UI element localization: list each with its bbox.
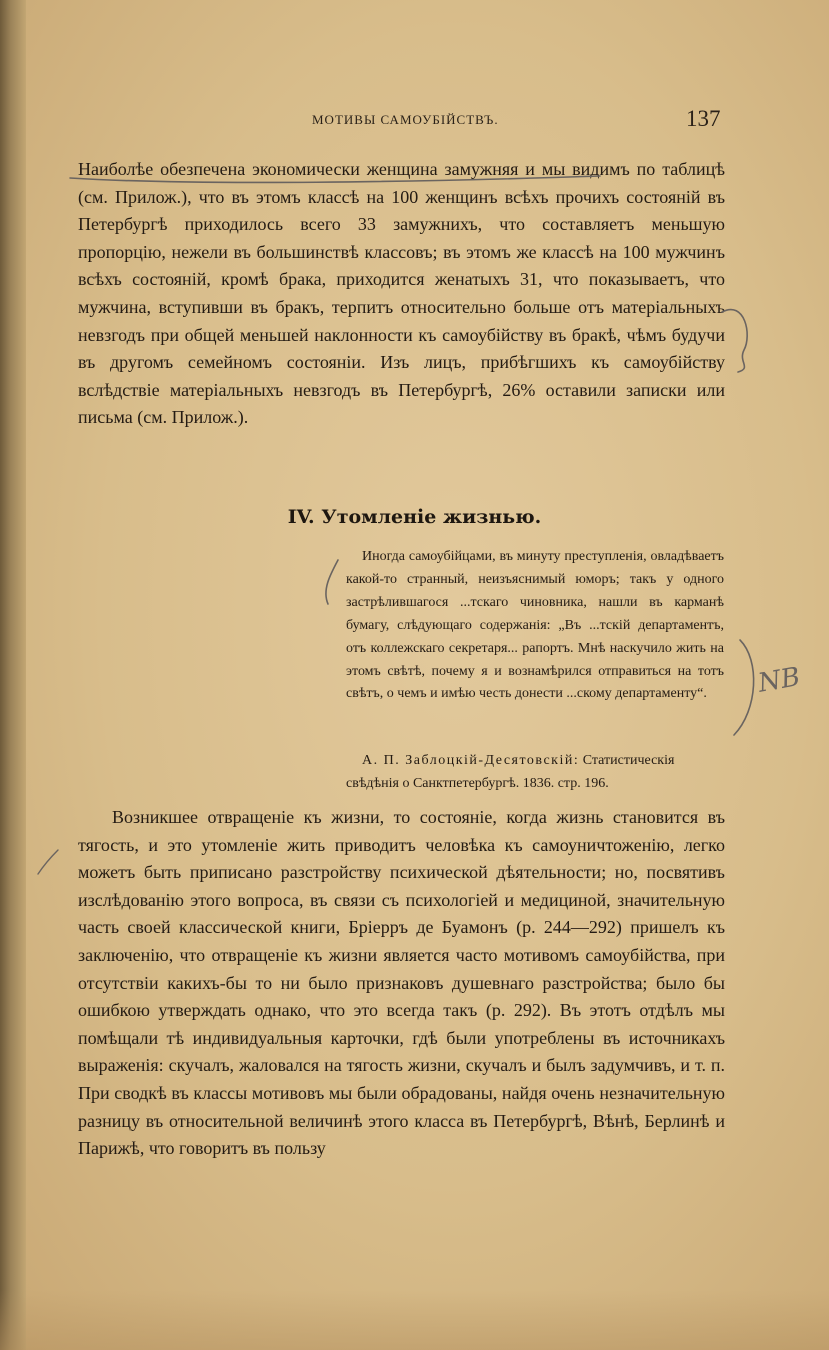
page-number: 137	[686, 106, 721, 131]
epigraph-source: Статистическія свѣдѣнія о Санктпетербургѣ. 1836. стр. 196.	[346, 753, 675, 791]
pencil-margin-bracket-right	[722, 310, 747, 372]
running-title: МОТИВЫ САМОУБІЙСТВЪ.	[312, 112, 499, 127]
pencil-margin-bracket-epigraph-left	[326, 560, 338, 604]
paragraph-weariness-of-life: Возникшее отвращеніе къ жизни, то состояніе, когда жизнь становится въ тягость, и это утомленіе жить приводитъ человѣка къ самоуничтоженію, легко можетъ быть приписано разстройству психической дѣятельности; но, посвятивъ изслѣдованію этого вопроса, въ связи съ психологіей и медициной, значительную часть своей классической книги, Бріерръ де Буамонъ (р. 244—292) пришелъ къ заключенію, что отвращеніе къ жизни является часто мотивомъ самоубійства, при отсутствіи какихъ-бы то ни было признаковъ душевнаго разстройства; было бы ошибкою утверждать однако, что это всегда такъ (р. 292). Въ этотъ отдѣлъ мы помѣщали тѣ индивидуальныя карточки, гдѣ были употреблены въ источникахъ выраженія: скучалъ, жаловался на тягость жизни, скучалъ и былъ задумчивъ, и т. п. При сводкѣ въ классы мотивовъ мы были обрадованы, найдя очень незначительную разницу въ относительной величинѣ этого класса въ Петербургѣ, Вѣнѣ, Берлинѣ и Парижѣ, что говоритъ въ пользу	[78, 807, 725, 1159]
pencil-margin-bracket-epigraph-right	[734, 640, 754, 735]
margin-note: NB	[755, 662, 803, 699]
paragraph-material-hardship: Наиболѣе обезпечена экономически женщина замужняя и мы видимъ по таблицѣ (см. Прилож.), что въ этомъ классѣ на 100 женщинъ всѣхъ прочихъ состояній въ Петербургѣ приходилось всего 33 замужнихъ, что составляетъ меньшую пропорцію, нежели въ большинствѣ классовъ; въ этомъ же классѣ на 100 мужчинъ всѣхъ состояній, кромѣ брака, приходится женатыхъ 31, что показываетъ, что мужчина, вступивши въ бракъ, терпитъ относительно больше отъ матеріальныхъ невзгодъ при общей меньшей наклонности къ самоубійству въ бракѣ, чѣмъ будучи въ другомъ семейномъ состояніи. Изъ лицъ, прибѣгшихъ къ самоубійству вслѣдствіе матеріальныхъ невзгодъ въ Петербургѣ, 26% оставили записки или письма (см. Прилож.).	[78, 159, 725, 428]
epigraph-author: А. П. Заблоцкій-Десятовскій:	[362, 753, 580, 768]
pencil-stroke-left	[38, 850, 58, 874]
pencil-underline	[70, 176, 600, 182]
section-heading: IV. Утомленіе жизнью.	[287, 506, 542, 528]
epigraph-quote: Иногда самоубійцами, въ минуту преступленія, овладѣваетъ какой-то странный, неизъяснимый юморъ; такъ у одного застрѣлившагося ...тскаго чиновника, нашли въ карманѣ бумагу, слѣдующаго содержанія: „Въ ...тскій департаментъ, отъ коллежскаго секретаря... рапортъ. Мнѣ наскучило жить на этомъ свѣтѣ, почему я и вознамѣрился отправиться на тотъ свѣтъ, о чемъ и имѣю честь донести ...скому департаменту“.	[346, 549, 724, 702]
